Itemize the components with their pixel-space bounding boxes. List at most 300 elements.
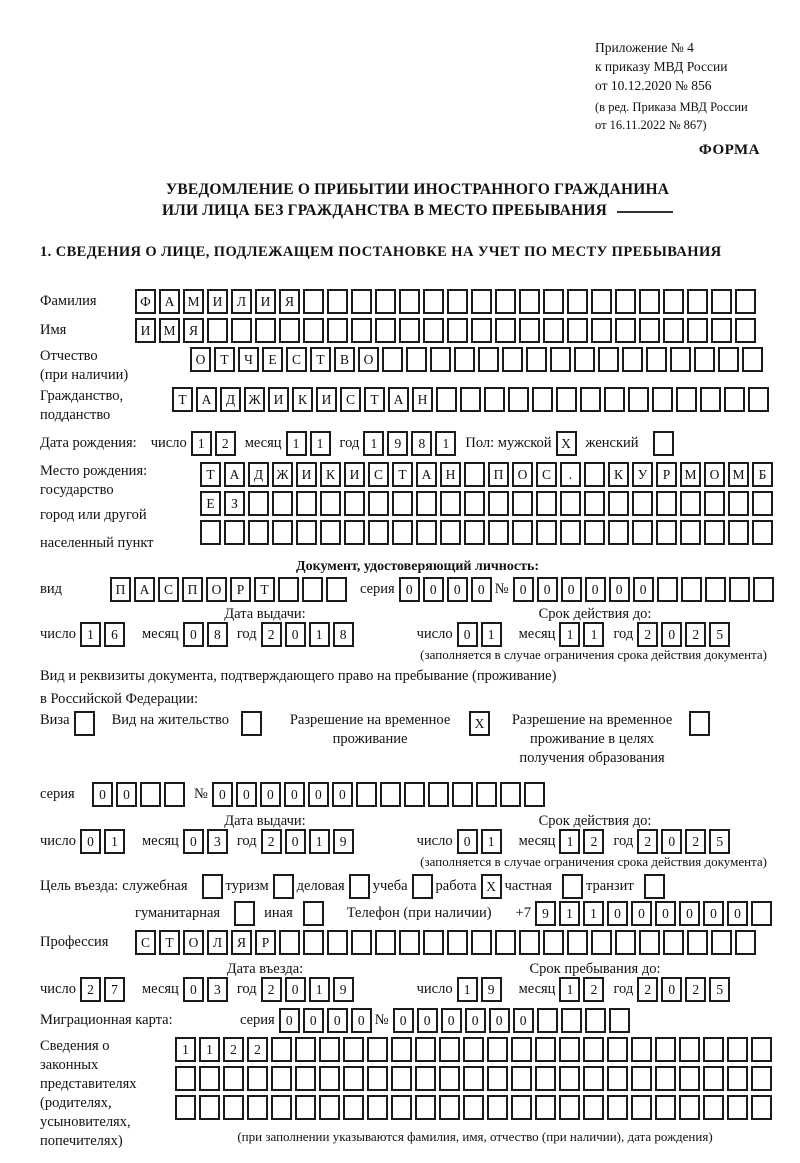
form-cell[interactable] (704, 491, 725, 516)
form-cell[interactable]: 0 (465, 1008, 486, 1033)
form-cell[interactable] (439, 1095, 460, 1120)
form-cell[interactable]: 1 (559, 901, 580, 926)
form-cell[interactable] (488, 491, 509, 516)
form-cell[interactable] (164, 782, 185, 807)
form-cell[interactable]: Р (255, 930, 276, 955)
form-cell[interactable] (327, 930, 348, 955)
form-cell[interactable] (175, 1095, 196, 1120)
form-cell[interactable] (607, 1066, 628, 1091)
form-cell[interactable] (200, 520, 221, 545)
form-cell[interactable]: 5 (709, 622, 730, 647)
form-cell[interactable]: 9 (333, 829, 354, 854)
form-cell[interactable]: 0 (236, 782, 257, 807)
form-cell[interactable]: 0 (447, 577, 468, 602)
form-cell[interactable]: Р (230, 577, 251, 602)
form-cell[interactable]: . (560, 462, 581, 487)
form-cell[interactable] (302, 577, 323, 602)
form-cell[interactable]: 1 (583, 622, 604, 647)
form-cell[interactable] (319, 1037, 340, 1062)
form-cell[interactable] (416, 491, 437, 516)
form-cell[interactable]: Я (279, 289, 300, 314)
form-cell[interactable]: А (416, 462, 437, 487)
form-cell[interactable] (415, 1037, 436, 1062)
form-cell[interactable] (663, 930, 684, 955)
form-cell[interactable] (224, 520, 245, 545)
form-cell[interactable]: М (728, 462, 749, 487)
form-cell[interactable]: 0 (183, 829, 204, 854)
form-cell[interactable] (670, 347, 691, 372)
form-cell[interactable] (484, 387, 505, 412)
form-cell[interactable] (583, 1037, 604, 1062)
form-cell[interactable] (585, 1008, 606, 1033)
migration-number-cells[interactable] (393, 1008, 633, 1033)
representatives-cells-row1[interactable] (175, 1037, 775, 1062)
form-cell[interactable]: И (268, 387, 289, 412)
form-cell[interactable]: С (135, 930, 156, 955)
form-cell[interactable]: З (224, 491, 245, 516)
form-cell[interactable]: 2 (637, 622, 658, 647)
form-cell[interactable]: 0 (417, 1008, 438, 1033)
form-cell[interactable]: М (159, 318, 180, 343)
form-cell[interactable]: 1 (481, 829, 502, 854)
form-cell[interactable] (751, 901, 772, 926)
form-cell[interactable]: 0 (327, 1008, 348, 1033)
form-cell[interactable] (628, 387, 649, 412)
form-cell[interactable] (344, 520, 365, 545)
form-cell[interactable] (423, 318, 444, 343)
phone-cells[interactable] (535, 901, 775, 926)
form-cell[interactable] (728, 491, 749, 516)
profession-cells[interactable] (135, 930, 759, 955)
form-cell[interactable]: 0 (260, 782, 281, 807)
form-cell[interactable] (679, 1037, 700, 1062)
form-cell[interactable] (368, 491, 389, 516)
form-cell[interactable] (202, 874, 223, 899)
form-cell[interactable]: 0 (80, 829, 101, 854)
form-cell[interactable]: 1 (559, 829, 580, 854)
form-cell[interactable] (199, 1066, 220, 1091)
form-cell[interactable] (375, 930, 396, 955)
form-cell[interactable] (296, 491, 317, 516)
form-cell[interactable]: К (292, 387, 313, 412)
form-cell[interactable]: 0 (633, 577, 654, 602)
form-cell[interactable] (742, 347, 763, 372)
form-cell[interactable] (591, 289, 612, 314)
residence-series-cells[interactable] (92, 782, 188, 807)
doc-valid-month-cells[interactable] (559, 622, 607, 647)
form-cell[interactable] (487, 1066, 508, 1091)
form-cell[interactable]: 1 (457, 977, 478, 1002)
form-cell[interactable] (412, 874, 433, 899)
form-cell[interactable] (272, 491, 293, 516)
form-cell[interactable]: 6 (104, 622, 125, 647)
form-cell[interactable]: 0 (631, 901, 652, 926)
form-cell[interactable] (391, 1037, 412, 1062)
form-cell[interactable]: 2 (261, 977, 282, 1002)
form-cell[interactable] (320, 491, 341, 516)
form-cell[interactable] (295, 1066, 316, 1091)
form-cell[interactable]: А (159, 289, 180, 314)
form-cell[interactable] (392, 491, 413, 516)
form-cell[interactable] (367, 1095, 388, 1120)
form-cell[interactable]: Ф (135, 289, 156, 314)
form-cell[interactable]: 2 (637, 977, 658, 1002)
birth-month-cells[interactable] (286, 431, 334, 456)
form-cell[interactable]: 2 (583, 977, 604, 1002)
form-cell[interactable] (703, 1037, 724, 1062)
form-cell[interactable] (556, 387, 577, 412)
purpose-official-checkbox[interactable] (202, 874, 226, 899)
form-cell[interactable]: 8 (207, 622, 228, 647)
form-cell[interactable]: 1 (191, 431, 212, 456)
form-cell[interactable]: К (608, 462, 629, 487)
form-cell[interactable]: 3 (207, 829, 228, 854)
form-cell[interactable]: 2 (261, 829, 282, 854)
form-cell[interactable] (295, 1095, 316, 1120)
form-cell[interactable] (423, 930, 444, 955)
sex-female-checkbox[interactable] (653, 431, 677, 456)
form-cell[interactable] (700, 387, 721, 412)
form-cell[interactable] (703, 1095, 724, 1120)
form-cell[interactable] (487, 1095, 508, 1120)
form-cell[interactable]: Т (254, 577, 275, 602)
form-cell[interactable] (464, 520, 485, 545)
form-cell[interactable] (631, 1095, 652, 1120)
form-cell[interactable]: С (536, 462, 557, 487)
doc-type-cells[interactable] (110, 577, 350, 602)
form-cell[interactable] (247, 1066, 268, 1091)
form-cell[interactable]: Д (248, 462, 269, 487)
form-cell[interactable] (471, 289, 492, 314)
form-cell[interactable]: 0 (679, 901, 700, 926)
form-cell[interactable]: 2 (223, 1037, 244, 1062)
form-cell[interactable] (607, 1037, 628, 1062)
form-cell[interactable]: С (286, 347, 307, 372)
doc-issue-month-cells[interactable] (183, 622, 231, 647)
form-cell[interactable]: 0 (609, 577, 630, 602)
doc-series-cells[interactable] (399, 577, 495, 602)
form-cell[interactable]: 1 (559, 977, 580, 1002)
form-cell[interactable] (382, 347, 403, 372)
form-cell[interactable] (655, 1066, 676, 1091)
form-cell[interactable]: 0 (607, 901, 628, 926)
form-cell[interactable] (326, 577, 347, 602)
form-cell[interactable] (655, 1095, 676, 1120)
form-cell[interactable]: 8 (333, 622, 354, 647)
form-cell[interactable] (704, 520, 725, 545)
form-cell[interactable]: И (135, 318, 156, 343)
form-cell[interactable] (560, 491, 581, 516)
form-cell[interactable]: 8 (411, 431, 432, 456)
temp-residence-checkbox[interactable] (469, 711, 493, 736)
form-cell[interactable] (519, 318, 540, 343)
stay-day-cells[interactable] (457, 977, 505, 1002)
form-cell[interactable] (639, 289, 660, 314)
form-cell[interactable] (567, 318, 588, 343)
form-cell[interactable] (404, 782, 425, 807)
form-cell[interactable] (279, 930, 300, 955)
form-cell[interactable] (646, 347, 667, 372)
form-cell[interactable] (656, 520, 677, 545)
birth-place-cells-row3[interactable] (200, 520, 776, 545)
form-cell[interactable] (615, 289, 636, 314)
form-cell[interactable] (536, 520, 557, 545)
form-cell[interactable]: 2 (80, 977, 101, 1002)
form-cell[interactable] (351, 318, 372, 343)
form-cell[interactable]: 0 (308, 782, 329, 807)
form-cell[interactable] (751, 1095, 772, 1120)
form-cell[interactable] (464, 462, 485, 487)
form-cell[interactable] (727, 1095, 748, 1120)
representatives-cells-row2[interactable] (175, 1066, 775, 1091)
form-cell[interactable]: 1 (309, 622, 330, 647)
form-cell[interactable]: 0 (116, 782, 137, 807)
form-cell[interactable]: 1 (199, 1037, 220, 1062)
citizenship-cells[interactable] (172, 387, 772, 412)
form-cell[interactable]: X (469, 711, 490, 736)
form-cell[interactable] (519, 930, 540, 955)
form-cell[interactable] (231, 318, 252, 343)
form-cell[interactable] (175, 1066, 196, 1091)
form-cell[interactable]: 2 (637, 829, 658, 854)
form-cell[interactable] (657, 577, 678, 602)
form-cell[interactable]: 1 (80, 622, 101, 647)
form-cell[interactable] (351, 930, 372, 955)
form-cell[interactable] (718, 347, 739, 372)
form-cell[interactable] (729, 577, 750, 602)
form-cell[interactable] (632, 491, 653, 516)
surname-cells[interactable] (135, 289, 759, 314)
form-cell[interactable]: 2 (215, 431, 236, 456)
form-cell[interactable] (615, 930, 636, 955)
doc-issue-day-cells[interactable] (80, 622, 128, 647)
form-cell[interactable] (512, 491, 533, 516)
doc-number-cells[interactable] (513, 577, 777, 602)
form-cell[interactable]: Н (412, 387, 433, 412)
form-cell[interactable]: О (206, 577, 227, 602)
form-cell[interactable]: 0 (303, 1008, 324, 1033)
form-cell[interactable] (439, 1037, 460, 1062)
form-cell[interactable]: 9 (387, 431, 408, 456)
form-cell[interactable] (680, 491, 701, 516)
birth-place-cells-row2[interactable] (200, 491, 776, 516)
form-cell[interactable] (676, 387, 697, 412)
form-cell[interactable]: 0 (285, 829, 306, 854)
purpose-tourism-checkbox[interactable] (273, 874, 297, 899)
form-cell[interactable]: Б (752, 462, 773, 487)
birth-year-cells[interactable] (363, 431, 459, 456)
form-cell[interactable] (567, 930, 588, 955)
form-cell[interactable] (367, 1037, 388, 1062)
form-cell[interactable]: 1 (309, 829, 330, 854)
form-cell[interactable]: X (556, 431, 577, 456)
form-cell[interactable] (460, 387, 481, 412)
form-cell[interactable]: И (316, 387, 337, 412)
form-cell[interactable] (223, 1066, 244, 1091)
form-cell[interactable] (399, 930, 420, 955)
form-cell[interactable] (375, 318, 396, 343)
form-cell[interactable] (508, 387, 529, 412)
form-cell[interactable] (663, 318, 684, 343)
purpose-transit-checkbox[interactable] (644, 874, 668, 899)
form-cell[interactable]: И (344, 462, 365, 487)
form-cell[interactable] (598, 347, 619, 372)
form-cell[interactable]: 7 (104, 977, 125, 1002)
form-cell[interactable] (430, 347, 451, 372)
form-cell[interactable] (303, 901, 324, 926)
form-cell[interactable] (680, 520, 701, 545)
form-cell[interactable] (447, 318, 468, 343)
form-cell[interactable] (303, 318, 324, 343)
form-cell[interactable] (653, 431, 674, 456)
form-cell[interactable] (495, 289, 516, 314)
residence-valid-month-cells[interactable] (559, 829, 607, 854)
form-cell[interactable]: 0 (92, 782, 113, 807)
form-cell[interactable]: 0 (332, 782, 353, 807)
form-cell[interactable] (728, 520, 749, 545)
form-cell[interactable] (428, 782, 449, 807)
doc-valid-day-cells[interactable] (457, 622, 505, 647)
form-cell[interactable]: 0 (489, 1008, 510, 1033)
form-cell[interactable]: 1 (286, 431, 307, 456)
form-cell[interactable] (476, 782, 497, 807)
form-cell[interactable]: О (190, 347, 211, 372)
form-cell[interactable] (655, 1037, 676, 1062)
form-cell[interactable]: 0 (457, 622, 478, 647)
form-cell[interactable]: Ч (238, 347, 259, 372)
form-cell[interactable] (303, 930, 324, 955)
form-cell[interactable] (439, 1066, 460, 1091)
form-cell[interactable]: Л (207, 930, 228, 955)
purpose-humanitarian-checkbox[interactable] (234, 901, 258, 926)
form-cell[interactable] (406, 347, 427, 372)
form-cell[interactable] (562, 874, 583, 899)
form-cell[interactable]: 2 (583, 829, 604, 854)
form-cell[interactable] (303, 289, 324, 314)
form-cell[interactable] (368, 520, 389, 545)
form-cell[interactable]: 0 (661, 622, 682, 647)
form-cell[interactable] (584, 520, 605, 545)
form-cell[interactable] (502, 347, 523, 372)
doc-issue-year-cells[interactable] (261, 622, 357, 647)
form-cell[interactable] (687, 930, 708, 955)
form-cell[interactable]: X (481, 874, 502, 899)
form-cell[interactable] (511, 1095, 532, 1120)
residence-valid-day-cells[interactable] (457, 829, 505, 854)
form-cell[interactable] (559, 1037, 580, 1062)
form-cell[interactable] (278, 577, 299, 602)
form-cell[interactable]: Е (200, 491, 221, 516)
form-cell[interactable] (537, 1008, 558, 1033)
purpose-work-checkbox[interactable] (481, 874, 505, 899)
form-cell[interactable] (463, 1095, 484, 1120)
form-cell[interactable]: 1 (309, 977, 330, 1002)
form-cell[interactable] (550, 347, 571, 372)
form-cell[interactable]: 0 (423, 577, 444, 602)
form-cell[interactable] (234, 901, 255, 926)
purpose-other-checkbox[interactable] (303, 901, 327, 926)
form-cell[interactable] (296, 520, 317, 545)
form-cell[interactable]: 1 (175, 1037, 196, 1062)
form-cell[interactable]: С (158, 577, 179, 602)
entry-month-cells[interactable] (183, 977, 231, 1002)
form-cell[interactable] (223, 1095, 244, 1120)
form-cell[interactable] (452, 782, 473, 807)
form-cell[interactable] (495, 318, 516, 343)
form-cell[interactable] (607, 1095, 628, 1120)
form-cell[interactable] (343, 1037, 364, 1062)
form-cell[interactable] (711, 930, 732, 955)
form-cell[interactable] (543, 930, 564, 955)
form-cell[interactable] (535, 1037, 556, 1062)
form-cell[interactable]: С (340, 387, 361, 412)
form-cell[interactable] (416, 520, 437, 545)
form-cell[interactable] (295, 1037, 316, 1062)
form-cell[interactable]: 2 (685, 622, 706, 647)
form-cell[interactable] (392, 520, 413, 545)
form-cell[interactable]: 9 (481, 977, 502, 1002)
form-cell[interactable] (319, 1095, 340, 1120)
form-cell[interactable] (199, 1095, 220, 1120)
form-cell[interactable]: 0 (457, 829, 478, 854)
form-cell[interactable] (574, 347, 595, 372)
form-cell[interactable]: 0 (537, 577, 558, 602)
form-cell[interactable]: Д (220, 387, 241, 412)
form-cell[interactable] (519, 289, 540, 314)
form-cell[interactable] (271, 1037, 292, 1062)
form-cell[interactable] (687, 289, 708, 314)
form-cell[interactable] (500, 782, 521, 807)
form-cell[interactable] (559, 1066, 580, 1091)
form-cell[interactable] (681, 577, 702, 602)
form-cell[interactable] (584, 462, 605, 487)
purpose-private-checkbox[interactable] (562, 874, 586, 899)
form-cell[interactable]: М (183, 289, 204, 314)
form-cell[interactable] (380, 782, 401, 807)
form-cell[interactable]: 0 (561, 577, 582, 602)
form-cell[interactable] (735, 318, 756, 343)
form-cell[interactable] (735, 289, 756, 314)
form-cell[interactable] (735, 930, 756, 955)
representatives-cells-row3[interactable] (175, 1095, 775, 1120)
form-cell[interactable]: 2 (247, 1037, 268, 1062)
form-cell[interactable] (415, 1066, 436, 1091)
form-cell[interactable] (583, 1066, 604, 1091)
form-cell[interactable]: 0 (279, 1008, 300, 1033)
form-cell[interactable]: П (110, 577, 131, 602)
form-cell[interactable] (74, 711, 95, 736)
residence-issue-day-cells[interactable] (80, 829, 128, 854)
birth-day-cells[interactable] (191, 431, 239, 456)
form-cell[interactable]: Т (172, 387, 193, 412)
form-cell[interactable] (752, 520, 773, 545)
form-cell[interactable] (679, 1095, 700, 1120)
form-cell[interactable] (751, 1037, 772, 1062)
form-cell[interactable] (375, 289, 396, 314)
form-cell[interactable]: О (183, 930, 204, 955)
form-cell[interactable] (399, 318, 420, 343)
form-cell[interactable] (454, 347, 475, 372)
form-cell[interactable] (559, 1095, 580, 1120)
form-cell[interactable]: 1 (435, 431, 456, 456)
form-cell[interactable] (343, 1066, 364, 1091)
form-cell[interactable] (591, 318, 612, 343)
form-cell[interactable]: 0 (183, 977, 204, 1002)
form-cell[interactable] (567, 289, 588, 314)
entry-year-cells[interactable] (261, 977, 357, 1002)
form-cell[interactable] (604, 387, 625, 412)
form-cell[interactable] (703, 1066, 724, 1091)
